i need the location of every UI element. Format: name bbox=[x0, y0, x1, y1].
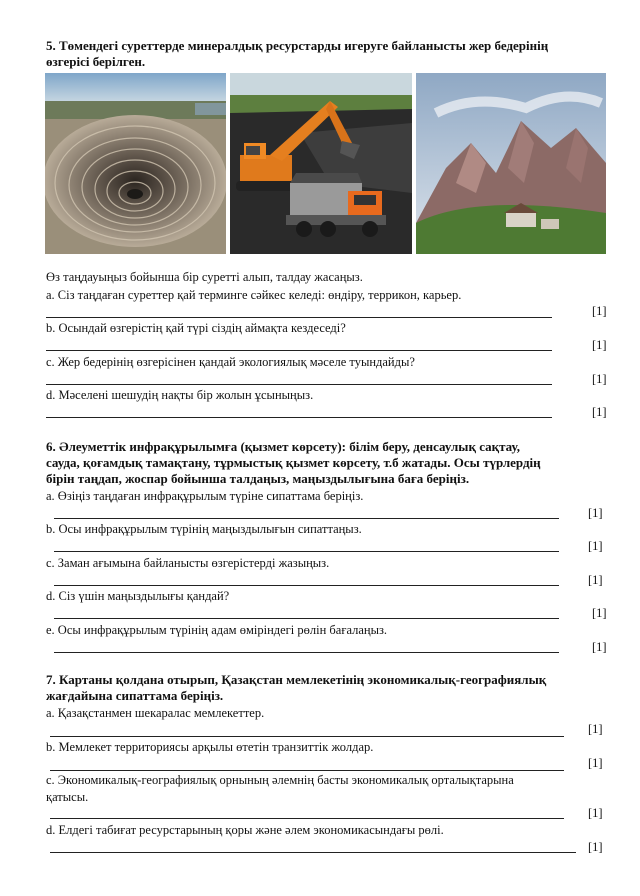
section5-question-d: d. Мәселені шешудің нақты бір жолын ұсыныңыз. bbox=[46, 388, 314, 402]
section5-answer-line-d[interactable] bbox=[46, 417, 552, 418]
section6-answer-line-d[interactable] bbox=[54, 618, 559, 619]
section5-title-line1: 5. Төмендегі суреттерде минералдық ресурстарды игеруге байланысты жер бедерінің bbox=[46, 38, 549, 53]
section6-answer-line-b[interactable] bbox=[54, 551, 559, 552]
section7-answer-line-a[interactable] bbox=[50, 736, 564, 737]
section7-title-line1: 7. Картаны қолдана отырып, Қазақстан мемлекетінің экономикалық-географиялық bbox=[46, 672, 547, 687]
section5-mark-b: [1] bbox=[592, 338, 607, 352]
section6-question-d: d. Сіз үшін маңыздылығы қандай? bbox=[46, 589, 230, 603]
terrikon-mountains-photo bbox=[416, 73, 606, 254]
section6-answer-line-a[interactable] bbox=[54, 518, 559, 519]
section7-question-c-line1: c. Экономикалық-географиялық орнының әлемнің басты экономикалық орталықтарына bbox=[46, 773, 514, 787]
section5-intro: Өз таңдауыңыз бойынша бір суретті алып, талдау жасаңыз. bbox=[46, 270, 363, 284]
section5-question-a: a. Сіз таңдаған суреттер қай терминге сәйкес келеді: өндіру, террикон, карьер. bbox=[46, 288, 462, 302]
section5-answer-line-c[interactable] bbox=[46, 384, 552, 385]
section6-mark-a: [1] bbox=[588, 506, 603, 520]
section6-title-line2: сауда, қоғамдық тамақтану, тұрмыстық қызмет көрсету, т.б жатады. Осы түрлердің bbox=[46, 455, 541, 470]
section5-mark-d: [1] bbox=[592, 405, 607, 419]
section7-answer-line-c[interactable] bbox=[50, 818, 564, 819]
section7-mark-a: [1] bbox=[588, 722, 603, 736]
section6-mark-b: [1] bbox=[588, 539, 603, 553]
section5-question-b: b. Осындай өзгерістің қай түрі сіздің аймақта кездеседі? bbox=[46, 321, 346, 335]
section5-question-c: c. Жер бедерінің өзгерісінен қандай экологиялық мәселе туындайды? bbox=[46, 355, 415, 369]
section6-title-line3: бірін таңдап, жоспар бойынша талдаңыз, маңыздылығына баға беріңіз. bbox=[46, 471, 470, 486]
section5-answer-line-b[interactable] bbox=[46, 350, 552, 351]
section7-question-b: b. Мемлекет территориясы арқылы өтетін транзиттік жолдар. bbox=[46, 740, 374, 754]
section6-title-line1: 6. Әлеуметтік инфрақұрылымға (қызмет көрсету): білім беру, денсаулық сақтау, bbox=[46, 439, 520, 454]
section6-mark-d: [1] bbox=[592, 606, 607, 620]
section7-question-d: d. Елдегі табиғат ресурстарының қоры және әлем экономикасындағы рөлі. bbox=[46, 823, 444, 837]
section7-answer-line-d[interactable] bbox=[50, 852, 576, 853]
section6-answer-line-c[interactable] bbox=[54, 585, 559, 586]
excavator-truck-photo bbox=[230, 73, 412, 254]
section6-question-c: c. Заман ағымына байланысты өзгерістерді жазыңыз. bbox=[46, 556, 330, 570]
section6-answer-line-e[interactable] bbox=[54, 652, 559, 653]
section6-question-e: e. Осы инфрақұрылым түрінің адам өміріндегі рөлін бағалаңыз. bbox=[46, 623, 388, 637]
section7-title-line2: жағдайына сипаттама беріңіз. bbox=[46, 688, 224, 703]
section7-mark-c: [1] bbox=[588, 806, 603, 820]
section6-mark-e: [1] bbox=[592, 640, 607, 654]
section5-mark-a: [1] bbox=[592, 304, 607, 318]
section5-mark-c: [1] bbox=[592, 372, 607, 386]
section5-title-line2: өзгерісі берілген. bbox=[46, 54, 146, 69]
section7-question-c-line2: қатысы. bbox=[46, 790, 89, 804]
section7-question-a: a. Қазақстанмен шекаралас мемлекеттер. bbox=[46, 706, 265, 720]
section5-answer-line-a[interactable] bbox=[46, 317, 552, 318]
section7-mark-d: [1] bbox=[588, 840, 603, 854]
open-pit-mine-photo bbox=[45, 73, 226, 254]
section6-mark-c: [1] bbox=[588, 573, 603, 587]
section7-answer-line-b[interactable] bbox=[50, 770, 564, 771]
section6-question-b: b. Осы инфрақұрылым түрінің маңыздылығын сипаттаңыз. bbox=[46, 522, 362, 536]
section7-mark-b: [1] bbox=[588, 756, 603, 770]
section6-question-a: a. Өзіңіз таңдаған инфрақұрылым түріне сипаттама беріңіз. bbox=[46, 489, 364, 503]
